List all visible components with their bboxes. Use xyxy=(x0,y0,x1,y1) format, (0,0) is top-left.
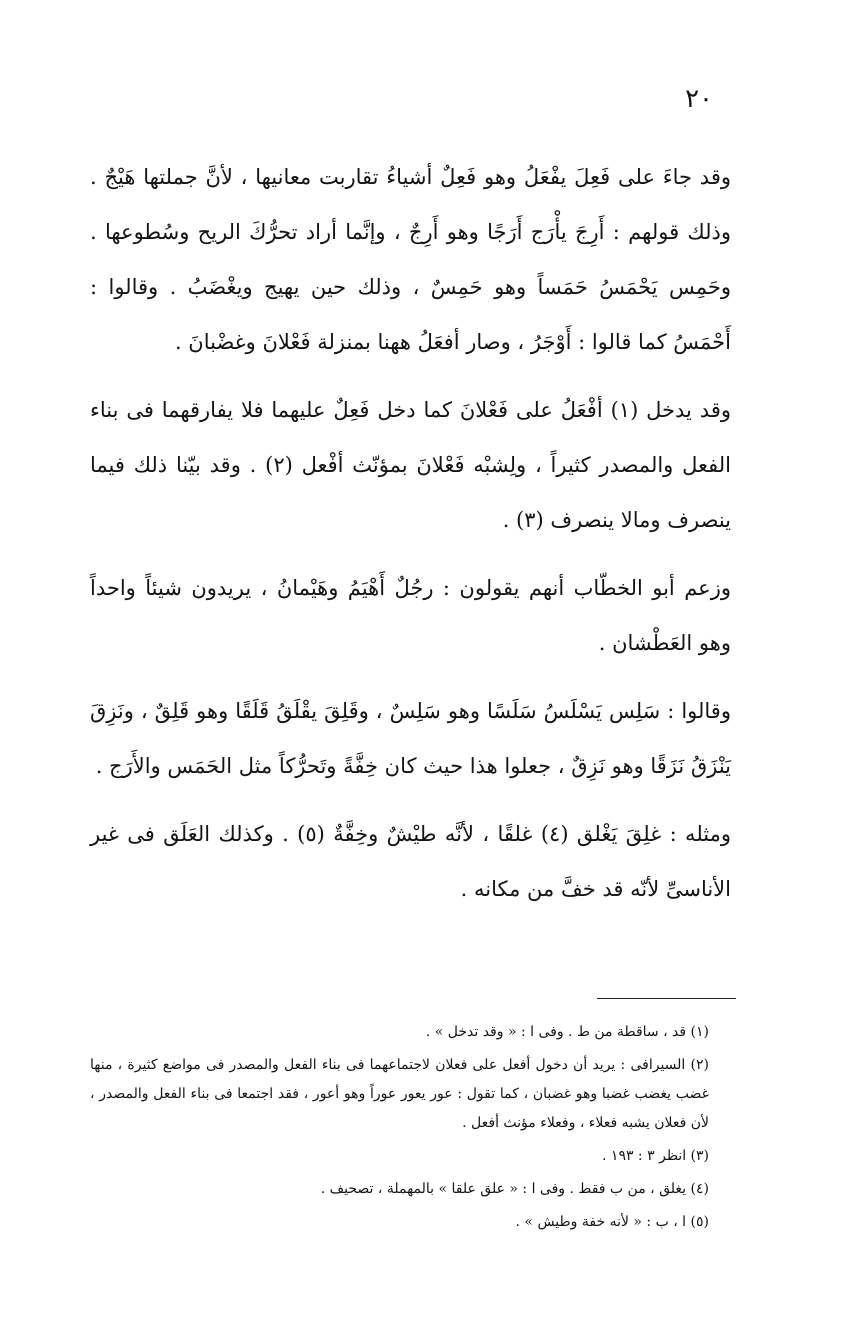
footnote-3: (٣) انظر ٣ : ١٩٣ . xyxy=(602,1148,709,1164)
footnote-2: (٢) السيرافى : يريد أن دخول أفعل على فعلان لاجتماعهما فى بناء الفعل والمصدر فى مواضع كثيرة ، منها غضب يغضب غضبا وهو غضبان ، كما تقول : عور يعور عوراً وهو أعور ، فقد اجتمعا فى بناء الفعل والمصدر ، لأن فعلان يشبه فعلاء ، وفعلاء مؤنث أفعل . xyxy=(90,1057,709,1131)
footnotes xyxy=(90,1018,739,1241)
paragraph-1: وقد جاءَ على فَعِلَ يفْعَلُ وهو فَعِلٌ أشياءُ تقاربت معانيها ، لأنَّ جملتها هَيْجٌ . وذلك قولهم : أَرِجَ يأْرَج أَرَجًا وهو أَرِجٌ ، وإنَّما أراد تحرُّكَ الريح وسُطوعها . وحَمِس يَحْمَسُ حَمَساً وهو حَمِسٌ ، وذلك حين يهيج ويغْضَبُ . وقالوا : أَحْمَسُ كما قالوا : أَوْجَرُ ، وصار أفعَلُ ههنا بمنزلة فَعْلانَ وغضْبانَ . xyxy=(90,165,731,354)
footnote-separator xyxy=(597,998,736,999)
main-text xyxy=(90,150,731,930)
footnote-4: (٤) يغلق ، من ب فقط . وفى ا : « علق علقا » بالمهملة ، تصحيف . xyxy=(320,1181,709,1197)
page-number: ٢٠ xyxy=(685,84,713,114)
paragraph-2: وقد يدخل (١) أفْعَلُ على فَعْلانَ كما دخل فَعِلٌ عليهما فلا يفارقهما فى بناء الفعل والمصدر كثيراً ، ولِشبْه فَعْلانَ بمؤنّث أفْعل (٢) . وقد بيّنا ذلك فيما ينصرف ومالا ينصرف (٣) . xyxy=(90,398,732,532)
footnote-5: (٥) ا ، ب : « لأنه خفة وطيش » . xyxy=(515,1214,709,1230)
paragraph-3: وزعم أبو الخطّاب أنهم يقولون : رجُلٌ أَهْيَمُ وهَيْمانُ ، يريدون شيئاً واحداً وهو العَطْشان . xyxy=(90,576,731,655)
footnote-1: (١) قد ، ساقطة من ط . وفى ا : « وقد تدخل » . xyxy=(425,1024,709,1040)
paragraph-4: وقالوا : سَلِس يَسْلَسُ سَلَسًا وهو سَلِسٌ ، وقَلِقَ يقْلَقُ قَلَقًا وهو قَلِقٌ ، ونَزِقَ يَنْزَقُ نَزَقًا وهو نَزِقٌ ، جعلوا هذا حيث كان خِفَّةً وتَحرُّكاً مثل الحَمَس والأَرَج . xyxy=(90,699,731,778)
paragraph-5: ومثله : غلِقَ يَغْلق (٤) غلقًا ، لأنَّه طيْشٌ وخِفَّةٌ (٥) . وكذلك العَلَق فى غير الأناسىِّ لأنّه قد خفَّ من مكانه . xyxy=(90,822,731,901)
